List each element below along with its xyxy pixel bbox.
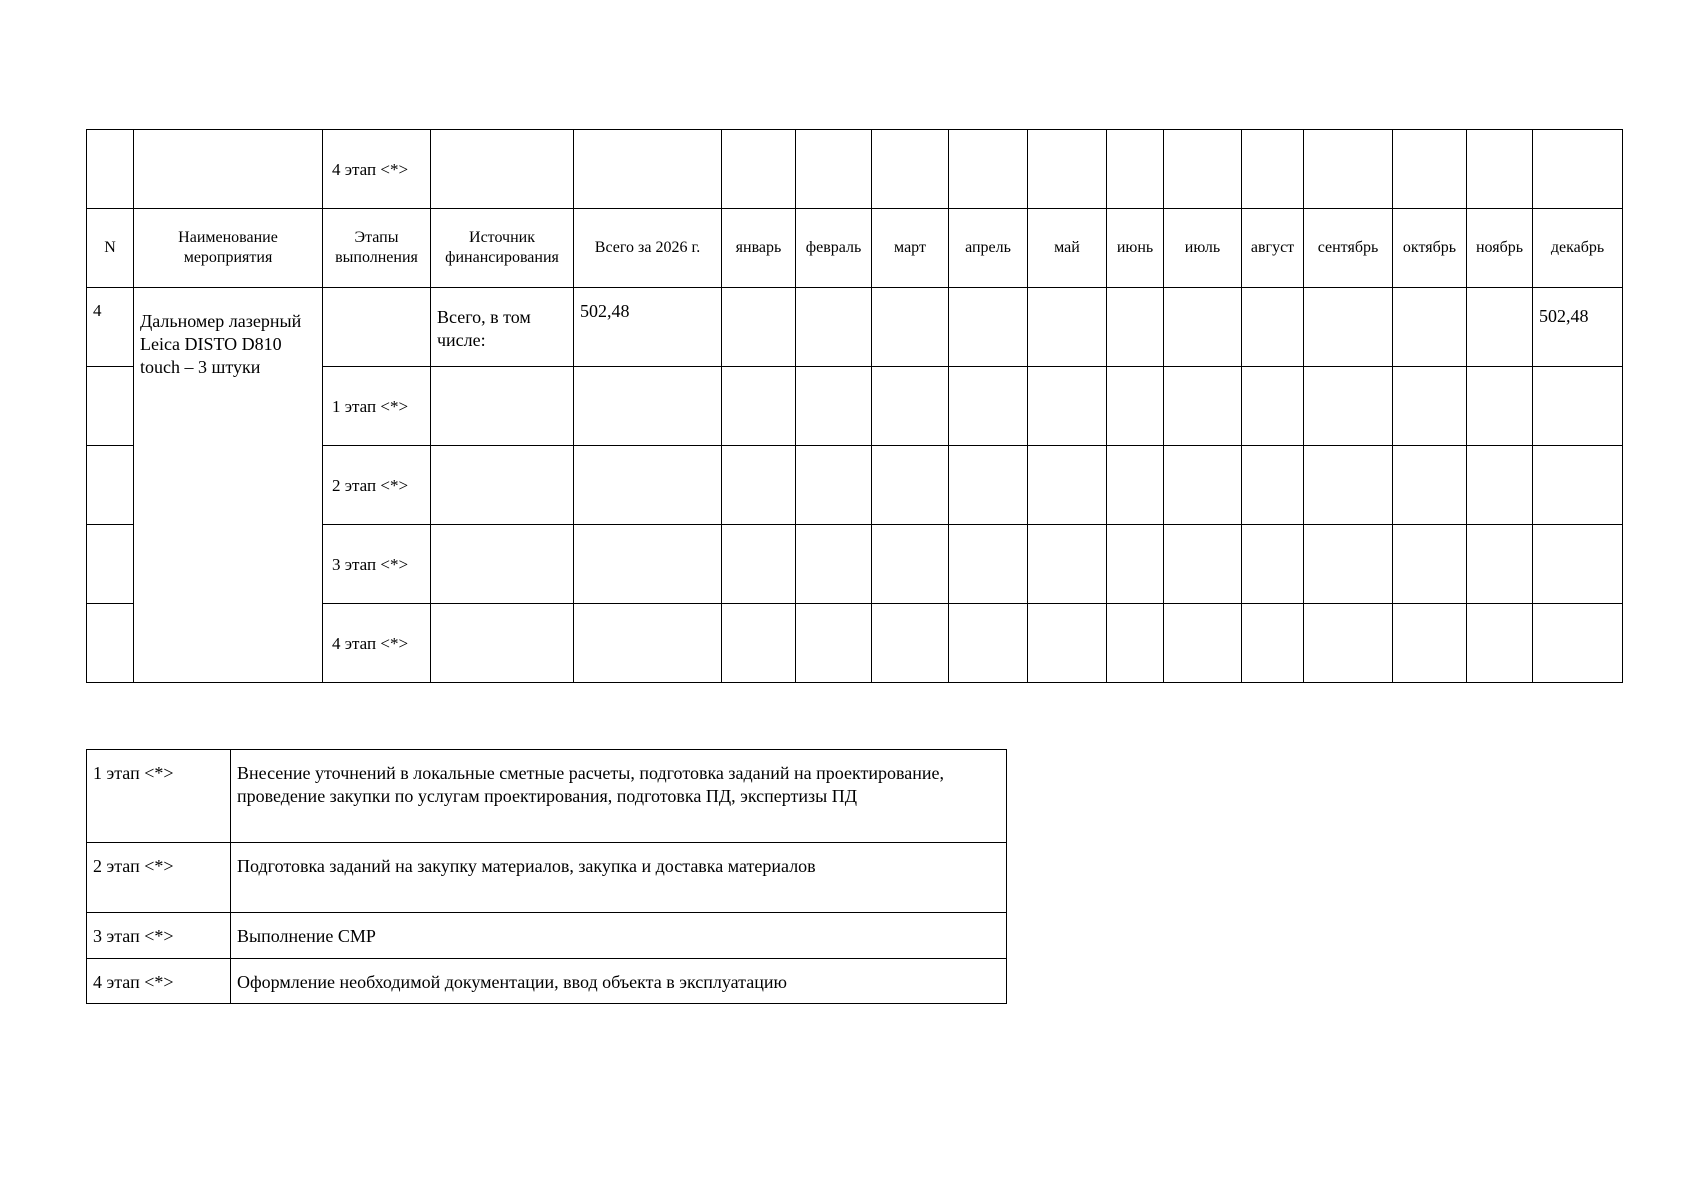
table-header-row [87, 209, 1623, 288]
legend-stage: 3 этап <*> [87, 913, 231, 959]
header-month-september: сентябрь [1304, 209, 1393, 288]
cell-month [949, 446, 1028, 525]
stage-legend-table [86, 749, 1007, 1004]
cell-month [1304, 288, 1393, 367]
cell-month [1304, 130, 1393, 209]
legend-stage: 1 этап <*> [87, 750, 231, 843]
cell-month [1393, 525, 1467, 604]
cell-source [431, 525, 574, 604]
cell-month [1242, 525, 1304, 604]
cell-month [1028, 367, 1107, 446]
cell-n [87, 446, 134, 525]
legend-description: Выполнение СМР [231, 913, 1007, 959]
cell-month [872, 288, 949, 367]
cell-month [872, 367, 949, 446]
cell-month [1467, 604, 1533, 683]
legend-description: Оформление необходимой документации, ввод объекта в эксплуатацию [231, 959, 1007, 1004]
cell-month [1164, 525, 1242, 604]
legend-description: Внесение уточнений в локальные сметные расчеты, подготовка заданий на проектирование, проведение закупки по услугам проектирования, подготовка ПД, экспертизы ПД [231, 750, 1007, 843]
cell-month [722, 525, 796, 604]
cell-month [1393, 367, 1467, 446]
header-month-june: июнь [1107, 209, 1164, 288]
cell-month [1028, 130, 1107, 209]
cell-month [1533, 367, 1623, 446]
cell-source [431, 446, 574, 525]
cell-month [1533, 130, 1623, 209]
header-stages: Этапы выполнения [323, 209, 431, 288]
cell-month [796, 525, 872, 604]
legend-stage: 4 этап <*> [87, 959, 231, 1004]
legend-row [87, 843, 1007, 913]
cell-month [1467, 130, 1533, 209]
cell-stage: 2 этап <*> [323, 446, 431, 525]
cell-month [722, 446, 796, 525]
cell-total [574, 130, 722, 209]
cell-month [872, 525, 949, 604]
cell-month [1107, 604, 1164, 683]
cell-month [1467, 367, 1533, 446]
cell-month [949, 288, 1028, 367]
item-name: Дальномер лазерный Leica DISTO D810 touch – 3 штуки [134, 288, 323, 683]
cell-stage: 4 этап <*> [323, 130, 431, 209]
cell-month [796, 367, 872, 446]
header-n: N [87, 209, 134, 288]
cell-month [1304, 367, 1393, 446]
cell-month [1242, 367, 1304, 446]
cell-month [1107, 446, 1164, 525]
header-month-march: март [872, 209, 949, 288]
cell-month [722, 604, 796, 683]
item-number: 4 [87, 288, 134, 367]
cell-n [87, 604, 134, 683]
cell-month [722, 288, 796, 367]
cell-n [87, 130, 134, 209]
cell-month [1107, 288, 1164, 367]
cell-month [872, 604, 949, 683]
cell-month [1242, 446, 1304, 525]
header-name: Наименование мероприятия [134, 209, 323, 288]
item-source: Всего, в том числе: [431, 288, 574, 367]
cell-month [1164, 130, 1242, 209]
plan-table [86, 129, 1623, 683]
cell-month [1028, 288, 1107, 367]
cell-source [431, 130, 574, 209]
cell-source [431, 604, 574, 683]
cell-month [1467, 288, 1533, 367]
cell-month [1533, 446, 1623, 525]
cell-month [949, 604, 1028, 683]
header-month-april: апрель [949, 209, 1028, 288]
cell-month [949, 367, 1028, 446]
cell-month [949, 525, 1028, 604]
cell-month [796, 130, 872, 209]
header-month-may: май [1028, 209, 1107, 288]
cell-month [796, 288, 872, 367]
cell-n [87, 525, 134, 604]
cell-month [1242, 604, 1304, 683]
cell-month [1304, 525, 1393, 604]
cell-month [1393, 130, 1467, 209]
cell-month [1304, 446, 1393, 525]
cell-month [1164, 446, 1242, 525]
cell-month [872, 130, 949, 209]
cell-month [1393, 446, 1467, 525]
cell-stage: 4 этап <*> [323, 604, 431, 683]
header-month-february: февраль [796, 209, 872, 288]
cell-month [1107, 525, 1164, 604]
cell-month [1533, 525, 1623, 604]
cell-n [87, 367, 134, 446]
cell-stage: 1 этап <*> [323, 367, 431, 446]
header-month-october: октябрь [1393, 209, 1467, 288]
cell-month [1304, 604, 1393, 683]
cell-month [796, 604, 872, 683]
header-month-august: август [1242, 209, 1304, 288]
cell-total [574, 446, 722, 525]
cell-month [1393, 604, 1467, 683]
header-month-december: декабрь [1533, 209, 1623, 288]
cell-month [722, 367, 796, 446]
cell-month [1242, 130, 1304, 209]
item-december: 502,48 [1533, 288, 1623, 367]
cell-month [1107, 367, 1164, 446]
cell-month [1467, 525, 1533, 604]
cell-month [1164, 367, 1242, 446]
table-row-continued [87, 130, 1623, 209]
cell-name [134, 130, 323, 209]
cell-month [796, 446, 872, 525]
legend-row [87, 750, 1007, 843]
cell-month [1028, 604, 1107, 683]
cell-month [1467, 446, 1533, 525]
legend-stage: 2 этап <*> [87, 843, 231, 913]
cell-month [949, 130, 1028, 209]
header-total: Всего за 2026 г. [574, 209, 722, 288]
cell-source [431, 367, 574, 446]
header-source: Источник финансирования [431, 209, 574, 288]
header-month-november: ноябрь [1467, 209, 1533, 288]
cell-stage [323, 288, 431, 367]
cell-month [1028, 446, 1107, 525]
cell-total [574, 367, 722, 446]
cell-month [1164, 288, 1242, 367]
table-row-item-total [87, 288, 1623, 367]
header-month-july: июль [1164, 209, 1242, 288]
legend-row [87, 959, 1007, 1004]
cell-month [1107, 130, 1164, 209]
legend-row [87, 913, 1007, 959]
cell-month [722, 130, 796, 209]
legend-description: Подготовка заданий на закупку материалов, закупка и доставка материалов [231, 843, 1007, 913]
header-month-january: январь [722, 209, 796, 288]
cell-month [872, 446, 949, 525]
cell-month [1533, 604, 1623, 683]
cell-month [1028, 525, 1107, 604]
cell-total [574, 525, 722, 604]
cell-month [1393, 288, 1467, 367]
cell-month [1164, 604, 1242, 683]
cell-total [574, 604, 722, 683]
item-total: 502,48 [574, 288, 722, 367]
cell-stage: 3 этап <*> [323, 525, 431, 604]
cell-month [1242, 288, 1304, 367]
